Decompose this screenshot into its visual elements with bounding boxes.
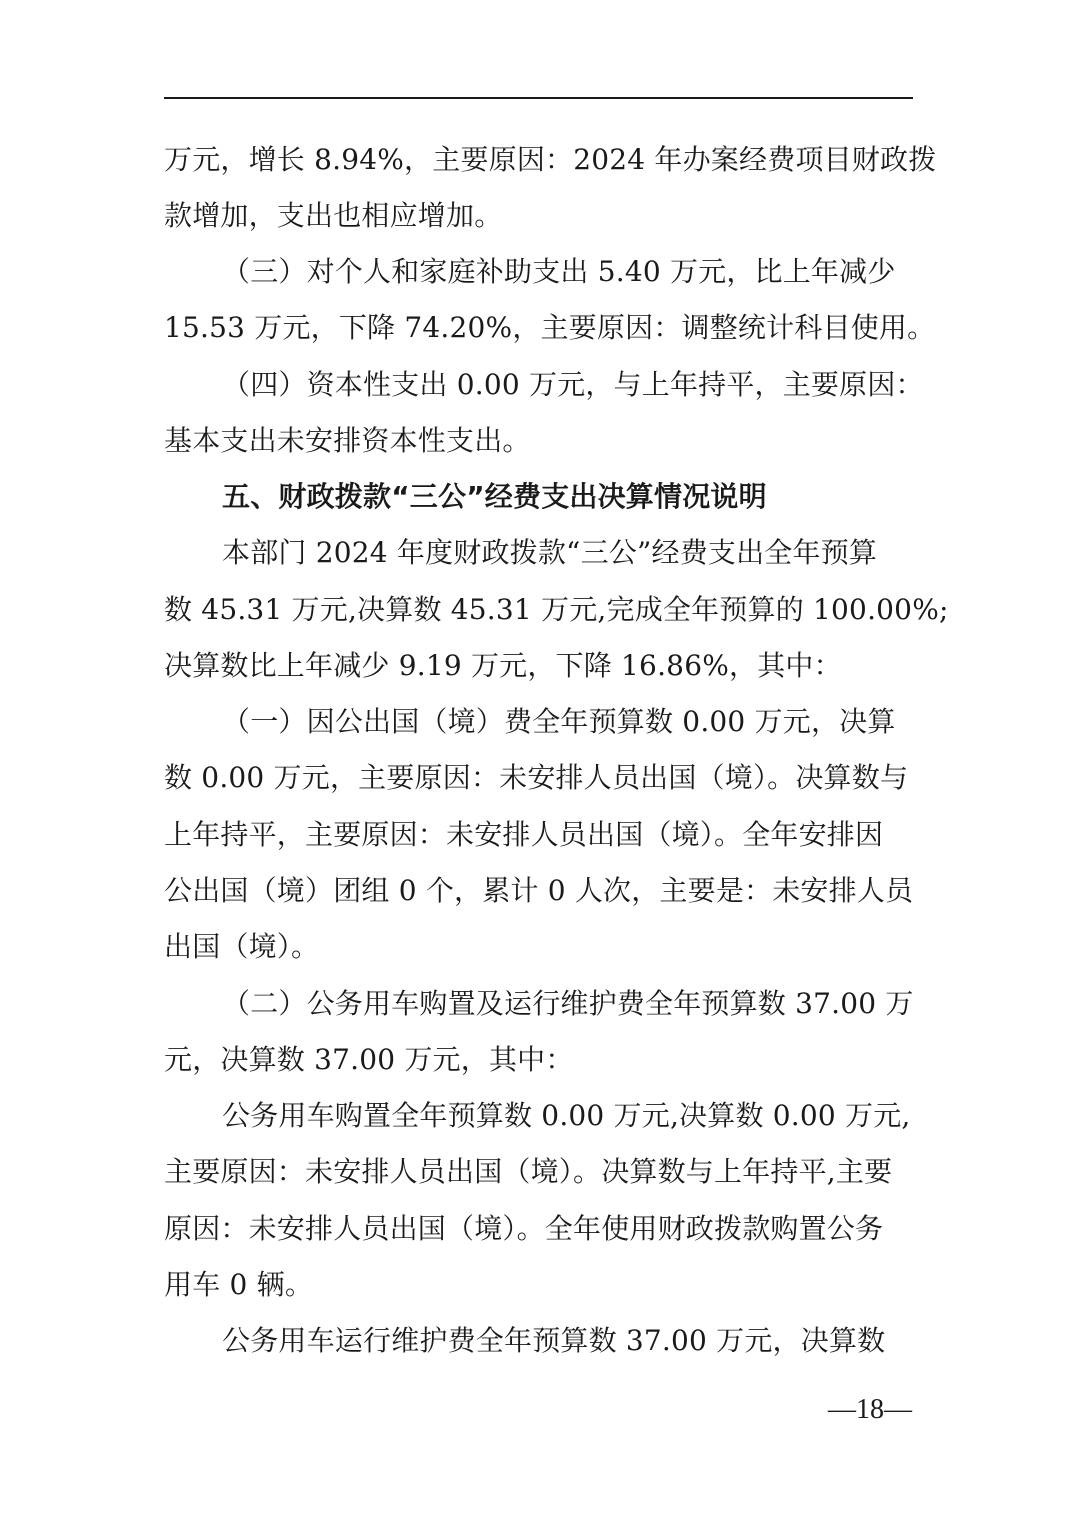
- paragraph-line: 元，决算数 37.00 万元，其中：: [164, 1043, 574, 1076]
- paragraph-line: 公务用车运行维护费全年预算数 37.00 万元，决算数: [222, 1324, 886, 1357]
- paragraph-line: 公务用车购置全年预算数 0.00 万元,决算数 0.00 万元,: [222, 1099, 911, 1132]
- paragraph-line: （四）资本性支出 0.00 万元，与上年持平，主要原因：: [222, 368, 924, 401]
- paragraph-line: 公出国（境）团组 0 个，累计 0 人次，主要是：未安排人员: [164, 874, 914, 907]
- paragraph-line: 数 45.31 万元,决算数 45.31 万元,完成全年预算的 100.00%;: [164, 593, 949, 626]
- paragraph-line: 本部门 2024 年度财政拨款“三公”经费支出全年预算: [222, 536, 878, 569]
- page-number: —18—: [828, 1394, 912, 1425]
- paragraph-line: 数 0.00 万元，主要原因：未安排人员出国（境）。决算数与: [164, 761, 909, 794]
- section-heading: 五、财政拨款“三公”经费支出决算情况说明: [222, 480, 767, 513]
- paragraph-line: （二）公务用车购置及运行维护费全年预算数 37.00 万: [222, 987, 914, 1020]
- header-rule: [164, 97, 913, 99]
- paragraph-line: 15.53 万元，下降 74.20%，主要原因：调整统计科目使用。: [164, 311, 936, 344]
- paragraph-line: 万元，增长 8.94%，主要原因：2024 年办案经费项目财政拨: [164, 143, 937, 176]
- paragraph-line: （一）因公出国（境）费全年预算数 0.00 万元，决算: [222, 705, 896, 738]
- paragraph-line: 款增加，支出也相应增加。: [164, 199, 503, 232]
- paragraph-line: 出国（境）。: [164, 930, 320, 963]
- paragraph-line: 决算数比上年减少 9.19 万元，下降 16.86%，其中：: [164, 649, 842, 682]
- paragraph-line: 原因：未安排人员出国（境）。全年使用财政拨款购置公务: [164, 1212, 884, 1245]
- paragraph-line: 主要原因：未安排人员出国（境）。决算数与上年持平,主要: [164, 1155, 893, 1188]
- paragraph-line: （三）对个人和家庭补助支出 5.40 万元，比上年减少: [222, 255, 896, 288]
- paragraph-line: 用车 0 辆。: [164, 1268, 314, 1301]
- paragraph-line: 基本支出未安排资本性支出。: [164, 424, 531, 457]
- paragraph-line: 上年持平，主要原因：未安排人员出国（境）。全年安排因: [164, 818, 884, 851]
